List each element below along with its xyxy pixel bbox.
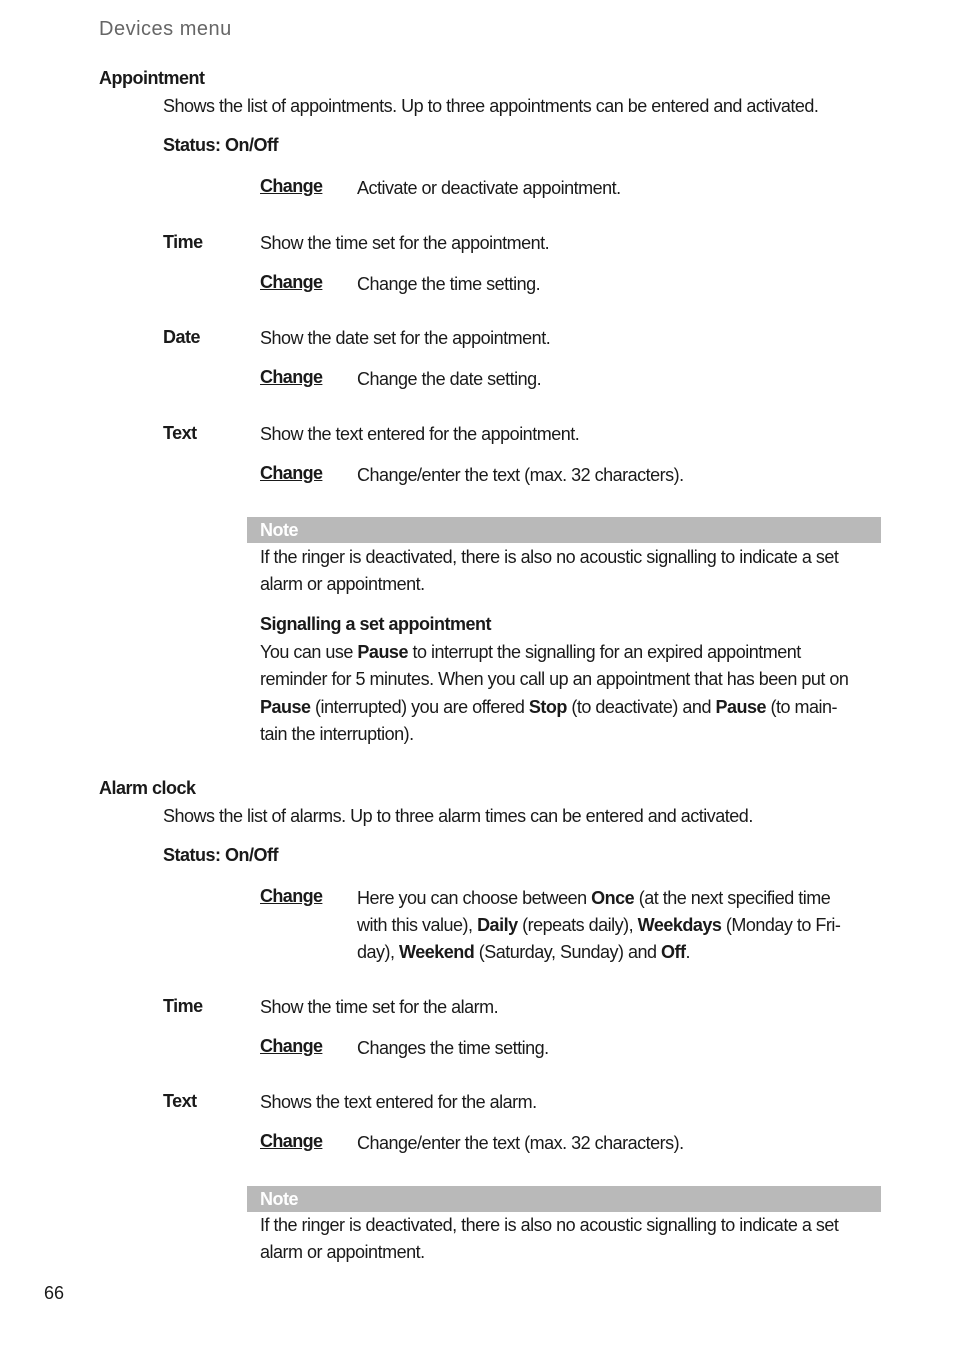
appointment-time-desc: Show the time set for the appointment.	[260, 233, 550, 253]
alarm-text-label: Text	[163, 1091, 197, 1111]
appointment-intro: Shows the list of appointments. Up to three appointments can be entered and activated.	[163, 96, 819, 116]
appointment-text-desc: Show the text entered for the appointment.	[260, 424, 580, 444]
appointment-status-change-desc: Activate or deactivate appointment.	[357, 178, 621, 198]
signalling-line-1: You can use Pause to interrupt the signalling for an expired appointment	[260, 642, 801, 662]
appointment-note-title: Note	[260, 520, 298, 540]
page-number: 66	[44, 1283, 65, 1303]
signalling-heading: Signalling a set appointment	[260, 614, 492, 634]
alarm-time-change-desc: Changes the time setting.	[357, 1038, 549, 1058]
alarm-status-label: Status: On/Off	[163, 845, 278, 865]
signalling-line-4: tain the interruption).	[260, 724, 414, 744]
alarm-intro: Shows the list of alarms. Up to three alarm times can be entered and activated.	[163, 806, 753, 826]
alarm-note-title: Note	[260, 1189, 298, 1209]
appointment-time-change-option: Change	[260, 272, 323, 292]
appointment-status-change-option: Change	[260, 176, 323, 196]
appointment-status-label: Status: On/Off	[163, 135, 278, 155]
alarm-text-change-option: Change	[260, 1131, 323, 1151]
alarm-note-bar	[247, 1186, 881, 1212]
alarm-text-desc: Shows the text entered for the alarm.	[260, 1092, 537, 1112]
appointment-note-line-1: If the ringer is deactivated, there is also no acoustic signalling to indicate a set	[260, 547, 839, 567]
appointment-note-line-2: alarm or appointment.	[260, 574, 425, 594]
alarm-text-change-desc: Change/enter the text (max. 32 characters).	[357, 1133, 684, 1153]
signalling-line-2: reminder for 5 minutes. When you call up an appointment that has been put on	[260, 669, 849, 689]
appointment-date-change-desc: Change the date setting.	[357, 369, 542, 389]
appointment-note-bar	[247, 517, 881, 543]
signalling-line-3: Pause (interrupted) you are offered Stop (to deactivate) and Pause (to main-	[260, 697, 838, 717]
alarm-heading: Alarm clock	[99, 778, 196, 798]
alarm-time-label: Time	[163, 996, 203, 1016]
alarm-time-desc: Show the time set for the alarm.	[260, 997, 499, 1017]
alarm-status-desc-line-2: with this value), Daily (repeats daily), Weekdays (Monday to Fri-	[357, 915, 841, 935]
appointment-text-change-desc: Change/enter the text (max. 32 characters).	[357, 465, 684, 485]
appointment-text-label: Text	[163, 423, 197, 443]
appointment-text-change-option: Change	[260, 463, 323, 483]
alarm-time-change-option: Change	[260, 1036, 323, 1056]
appointment-heading: Appointment	[99, 68, 205, 88]
appointment-time-label: Time	[163, 232, 203, 252]
appointment-date-change-option: Change	[260, 367, 323, 387]
alarm-note-line-1: If the ringer is deactivated, there is also no acoustic signalling to indicate a set	[260, 1215, 839, 1235]
appointment-date-label: Date	[163, 327, 201, 347]
alarm-status-desc-line-1: Here you can choose between Once (at the next specified time	[357, 888, 831, 908]
appointment-date-desc: Show the date set for the appointment.	[260, 328, 551, 348]
alarm-status-change-option: Change	[260, 886, 323, 906]
alarm-note-line-2: alarm or appointment.	[260, 1242, 425, 1262]
alarm-status-desc-line-3: day), Weekend (Saturday, Sunday) and Off.	[357, 942, 691, 962]
appointment-time-change-desc: Change the time setting.	[357, 274, 541, 294]
page-header-title: Devices menu	[99, 18, 232, 40]
